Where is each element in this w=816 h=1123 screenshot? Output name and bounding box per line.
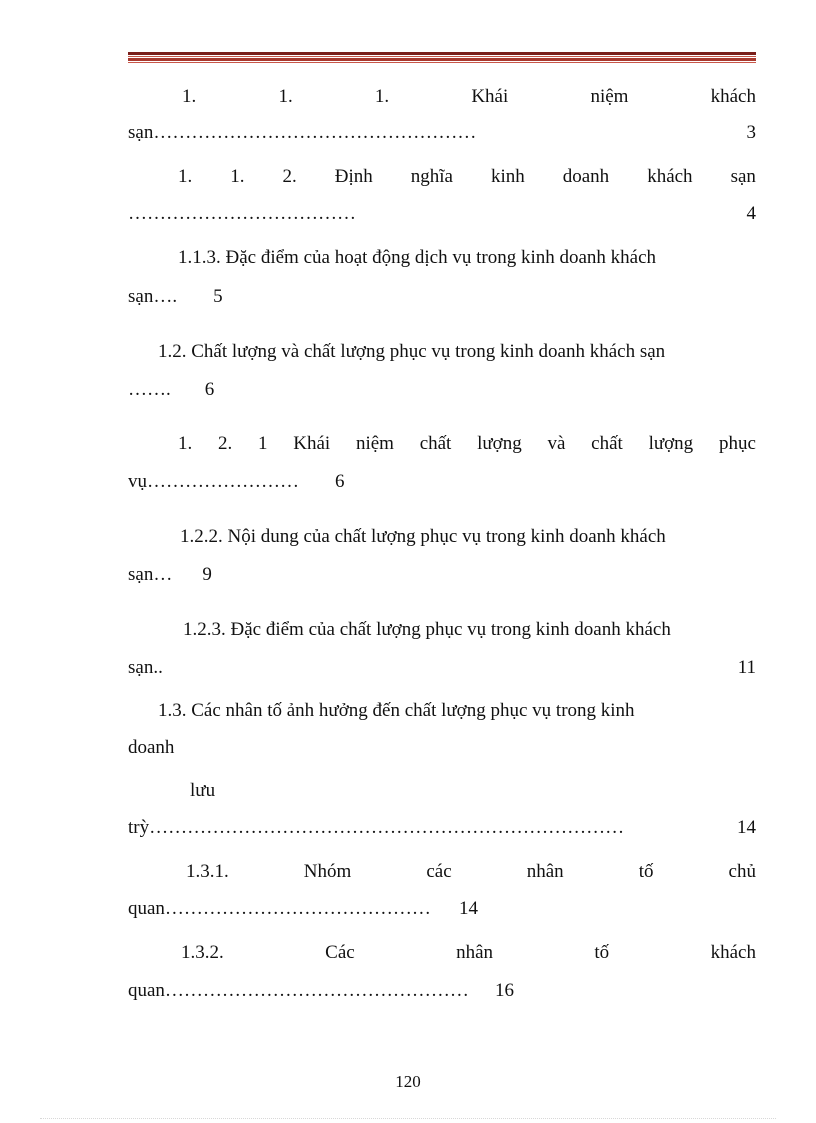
toc-entry-1-2-1-line1: 1. 2. 1 Khái niệm chất lượng và chất lượng phục: [178, 433, 756, 454]
toc-page-number: 9: [202, 564, 212, 585]
toc-entry-title: …….: [128, 379, 171, 400]
toc-entry-1-1-2-line1: 1. 1. 2. Định nghĩa kinh doanh khách sạn: [178, 166, 756, 187]
toc-entry-1-2-3-line2: [128, 657, 756, 679]
toc-entry-1-2-2-line1: 1.2.2. Nội dung của chất lượng phục vụ trong kinh doanh khách: [180, 526, 666, 547]
toc-entry-1-2-line1: 1.2. Chất lượng và chất lượng phục vụ trong kinh doanh khách sạn: [158, 341, 666, 362]
toc-page-number: 14: [737, 817, 756, 838]
toc-entry-1-3-line2: doanh: [128, 737, 175, 758]
toc-entry-1-3-line4: [128, 817, 756, 839]
toc-entry-1-3-1-line2: [128, 898, 756, 920]
toc-entry-title: quan…………………………………………: [128, 980, 469, 1001]
toc-page-number: 6: [204, 379, 215, 400]
toc-entry-1-1-3-line2: [128, 286, 756, 308]
toc-entry-1-3-2-line1: 1.3.2. Các nhân tố khách: [181, 942, 756, 963]
toc-entry-1-1-1-line2: [128, 122, 756, 144]
toc-page-number: 4: [746, 203, 756, 224]
toc-entry-title: sạn..: [128, 657, 163, 678]
toc-entry-title: sạn……………………………………………: [128, 122, 477, 143]
toc-entry-title: sạn….: [128, 286, 178, 307]
page-number: 120: [395, 1072, 421, 1091]
toc-page-number: 11: [737, 657, 756, 678]
toc-entry-1-3-2-line2: [128, 980, 756, 1002]
toc-entry-title: ………………………………: [128, 203, 356, 224]
toc-entry-title: vụ……………………: [128, 471, 299, 492]
header-rule: [128, 52, 756, 64]
toc-entry-1-2-line2: [128, 379, 756, 401]
toc-entry-1-1-1-line1: 1. 1. 1. Khái niệm khách: [182, 86, 756, 107]
footer-divider: [40, 1118, 776, 1119]
toc-entry-1-3-line1: 1.3. Các nhân tố ảnh hưởng đến chất lượng phục vụ trong kinh: [158, 700, 635, 721]
toc-entry-1-2-1-line2: [128, 471, 756, 493]
toc-page-number: 16: [494, 980, 514, 1001]
toc-page-number: 5: [213, 286, 223, 307]
toc-entry-title: trỳ…………………………………………………………………: [128, 817, 625, 838]
toc-entry-1-2-2-line2: [128, 564, 756, 586]
toc-entry-title: sạn…: [128, 564, 173, 585]
toc-page-number: 6: [335, 471, 345, 492]
toc-entry-1-2-3-line1: 1.2.3. Đặc điểm của chất lượng phục vụ trong kinh doanh khách: [183, 619, 671, 640]
toc-entry-1-3-line3: lưu: [190, 780, 216, 801]
toc-entry-1-1-3-line1: 1.1.3. Đặc điểm của hoạt động dịch vụ trong kinh doanh khách: [178, 247, 657, 268]
toc-entry-1-3-1-line1: 1.3.1. Nhóm các nhân tố chủ: [186, 861, 756, 882]
toc-page-number: 3: [746, 122, 756, 143]
toc-page-number: 14: [458, 898, 478, 919]
toc-entry-1-1-2-line2: [128, 203, 756, 225]
toc-entry-title: quan……………………………………: [128, 898, 431, 919]
